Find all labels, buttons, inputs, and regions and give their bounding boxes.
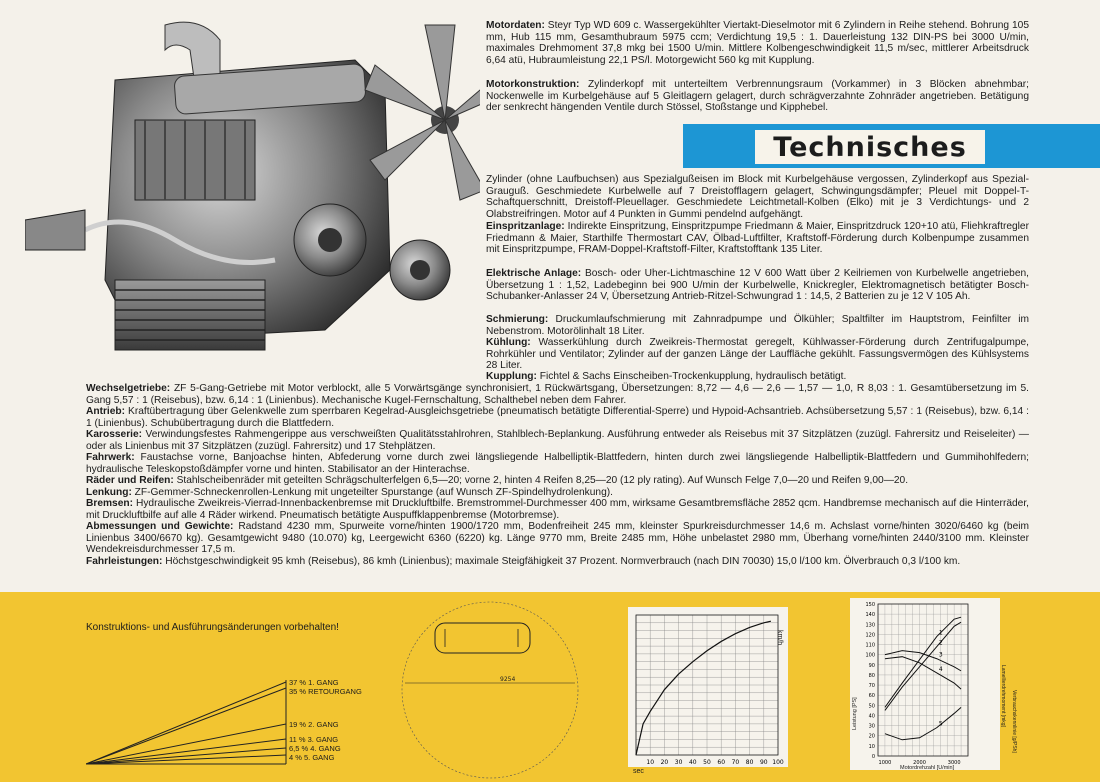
- engine-curves-chart: [850, 598, 1000, 770]
- curves-series-label-4: 4: [938, 665, 943, 673]
- gear-label-5: 4 % 5. GANG: [289, 753, 335, 762]
- reservation-note: Konstruktions- und Ausführungsänderungen vorbehalten!: [86, 622, 339, 633]
- accel-x-tick-label: 40: [688, 759, 697, 766]
- curves-series-label-2: 2: [938, 639, 943, 647]
- curves-y-tick-label: 140: [865, 612, 875, 619]
- paragraph-karosserie: Karosserie: Verwindungsfestes Rahmengerippe aus verschweißten Qualitätsstahlrohren, Stahlblech-Beplankung. Ausführung entweder als Reisebus mit 37 Sitzplätzen (zuzügl. Fahrersitz und Reiseleiter) — oder als Linienbus mit 37 Sitzplätzen (zuzügl. Fahrersitz) und 17 Stehplätzen.: [86, 429, 1029, 452]
- engine-curves-chart-svg: [850, 598, 1000, 770]
- curves-y-tick-label: 0: [871, 754, 875, 760]
- gear-label-4: 6,5 % 4. GANG: [289, 744, 341, 753]
- diameter-label: 9254: [500, 676, 516, 683]
- curves-y-tick-label: 120: [865, 632, 875, 639]
- gear-label-reverse: 35 % RETOURGANG: [289, 687, 362, 696]
- curves-series-4: [885, 657, 961, 689]
- acceleration-chart-svg: [628, 607, 788, 767]
- accel-x-tick-label: 10: [646, 759, 655, 766]
- curves-right-label-1: Lamellierdrehmoment [mkg]: [1000, 665, 1006, 727]
- page-heading: Technisches: [773, 131, 967, 163]
- paragraph-fahrwerk: Fahrwerk: Faustachse vorne, Banjoachse hinten, Abfederung vorne durch zwei längsliegende Halbelliptik-Blattfedern, hinten durch zwei längsliegende Halbelliptik-Blattfedern und Gummihohlfedern; hydraulische Teleskopstoßdämpfer vorne und hinten. Stabilisator an der Hinterachse.: [86, 452, 1029, 475]
- paragraph-wechselgetriebe: Wechselgetriebe: ZF 5-Gang-Getriebe mit Motor verblockt, alle 5 Vorwärtsgänge synchronisiert, 1 Rückwärtsgang, Übersetzungen: 8,72 — 4,6 — 2,6 — 1,57 — 1,0, R 8,03 : 1. Gesamtübersetzung im 5. Gang 5,57 : 1 (Reisebus), bzw. 6,14 : 1 (Linienbus). Mechanische Kugel-Fernschaltung, Schalthebel neben dem Fahrer.: [86, 383, 1029, 406]
- accel-x-tick-label: 30: [674, 759, 683, 766]
- curves-y-tick-label: 40: [868, 713, 875, 720]
- acceleration-chart: [628, 607, 788, 767]
- curves-y-tick-label: 90: [868, 662, 875, 669]
- gradient-diagram: [86, 670, 416, 770]
- accel-series-line: [636, 621, 771, 755]
- paragraph-schmierung: Schmierung: Druckumlaufschmierung mit Zahnradpumpe und Ölkühler; Spaltfilter im Hauptstrom, Feinfilter im Nebenstrom. Motorölinhalt 18 Liter.: [486, 314, 1029, 337]
- curves-y-tick-label: 110: [865, 642, 875, 649]
- accel-x-tick-label: 20: [660, 759, 669, 766]
- accel-x-tick-label: 60: [717, 759, 726, 766]
- paragraph-zylinder: Zylinder (ohne Laufbuchsen) aus Spezialgußeisen im Block mit Kurbelgehäuse vergossen, Zylinderkopf aus Spezial-Grauguß. Geschmiedete Kurbelwelle auf 7 Dreistofflagern gelagert, Schwingungsdämpfer; Pleuel mit Doppel-T-Schaftquerschnitt, Dreistoff-Pleuellager. Geschmiedete Leichtmetall-Kolben (Elko) mit je 3 Verdichtungs- und 2 Olabstreifringen. Motor auf 4 Punkten in Gummi pendelnd aufgehängt.: [486, 174, 1029, 220]
- paragraph-elektrische-anlage: Elektrische Anlage: Bosch- oder Uher-Lichtmaschine 12 V 600 Watt über 2 Keilriemen von Kurbelwelle angetrieben, Übersetzung 1 : 1,52, Ladebeginn bei 900 U/min der Kurbelwelle, Knickregler, Elektromagnetisch betätigter Bosch-Schubanker-Anlasser 24 V, Übersetzung Antrieb-Ritzel-Schwungrad 1 : 14,5, 2 Batterien zu je 12 V 105 Ah.: [486, 268, 1029, 303]
- curves-y-tick-label: 30: [868, 723, 875, 730]
- gear-label-3: 11 % 3. GANG: [289, 735, 339, 744]
- curves-x-tick-label: 3000: [947, 760, 961, 766]
- acceleration-y-axis-label: km/h: [776, 630, 783, 646]
- paragraph-raeder-reifen: Räder und Reifen: Stahlscheibenräder mit geteilten Schrägschulterfelgen 6,5—20; vorne 2, hinten 4 Reifen 8,25—20 (12 ply rating). Auf Wunsch Felge 7,0—20 und Reifen 9,00—20.: [86, 475, 909, 486]
- curves-y-tick-label: 20: [868, 733, 875, 740]
- curves-right-label-2: Verbrauchskennlinie [g/PSh]: [1011, 690, 1017, 753]
- curves-frame: [878, 604, 968, 756]
- paragraph-motordaten: Motordaten: Steyr Typ WD 609 c. Wassergekühlter Viertakt-Dieselmotor mit 6 Zylindern in Reihe stehend. Bohrung 105 mm, Hub 115 mm, Gesamthubraum 5975 ccm; Verdichtung 19,5 : 1. Dauerleistung 132 DIN-PS bei 3000 U/min, maximales Drehmoment 37,8 mkg bei 1500 U/min. Mittlere Kolbengeschwindigkeit 11,5 m/sec, mittlerer Arbeitsdruck 6,64 atü, Hubraumleistung 22,1 PS/l. Motorgewicht 560 kg mit Kupplung.: [486, 20, 1029, 66]
- engine-photo: [25, 10, 480, 375]
- turning-circle-diagram: [400, 595, 580, 782]
- heading-badge: [683, 124, 1100, 168]
- curves-series-label-3: 3: [938, 651, 943, 659]
- acceleration-x-axis-label: sec: [633, 768, 644, 775]
- curves-y-tick-label: 10: [868, 743, 875, 750]
- paragraph-kupplung: Kupplung: Fichtel & Sachs Einscheiben-Trockenkupplung, hydraulisch betätigt.: [486, 371, 847, 382]
- accel-x-tick-label: 70: [731, 759, 740, 766]
- turning-circle-svg: [400, 595, 580, 782]
- curves-x-tick-label: 2000: [913, 760, 926, 766]
- paragraph-abmessungen: Abmessungen und Gewichte: Radstand 4230 mm, Spurweite vorne/hinten 1900/1720 mm, Bodenfreiheit 245 mm, kleinster Spurkreisdurchmesser 14,6 m. Achslast vorne/hinten 3020/6460 kg (beim Linienbus 3400/6670 kg). Gesamtgewicht 9480 (10.070) kg, Leergewicht 6360 (6220) kg. Länge 9770 mm, Breite 2485 mm, Höhe unbelastet 2980 mm, Überhang vorne/hinten 2440/3100 mm. Kleinster Wendekreisdurchmesser 17,5 m.: [86, 521, 1029, 556]
- curves-y-tick-label: 50: [868, 703, 875, 710]
- paragraph-antrieb: Antrieb: Kraftübertragung über Gelenkwelle zum sperrbaren Kegelrad-Ausgleichsgetriebe (pneumatisch betätigte Differential-Sperre) und Hypoid-Achsantrieb. Achsübersetzung 5,57 : 1 (Reisebus), bzw. 6,14 : 1 (Linienbus). Schubübertragung durch die Blattfedern.: [86, 406, 1029, 429]
- curves-x-axis-label: Motordrehzahl [U/min]: [900, 765, 955, 771]
- curves-series-5: [885, 707, 961, 739]
- curves-y-axis-label: Leistung [PS]: [852, 697, 858, 730]
- gradient-line-2: [86, 724, 286, 764]
- paragraph-kuehlung: Kühlung: Wasserkühlung durch Zweikreis-Thermostat geregelt, Kühlwasser-Förderung durch Zentrifugalpumpe, Rohrkühler und Ventilator; Zylinder auf der ganzen Länge der Lauffläche gekühlt. Fassungsvermögen des Kühlsystems 28 Liter.: [486, 337, 1029, 372]
- curves-y-tick-label: 80: [868, 672, 875, 679]
- paragraph-einspritzanlage: Einspritzanlage: Indirekte Einspritzung, Einspritzpumpe Friedmann & Maier, Einspritzdruck 120+10 atü, Fliehkraftregler Friedmann & Maier, Starthilfe Thermostart CAV, Ölbad-Luftfilter, Kraftstoff-Förderung durch Kolbenpumpe zusammen mit Einspritzpumpe, FRAM-Doppel-Kraftstoff-Filter, Kraftstofftank 135 Liter.: [486, 221, 1029, 256]
- bus-outline: [435, 623, 530, 653]
- curves-series-2: [885, 622, 961, 710]
- curves-series-3: [885, 651, 961, 671]
- heading-box: [755, 130, 985, 164]
- paragraph-bremsen: Bremsen: Hydraulische Zweikreis-Vierrad-Innenbackenbremse mit Druckluftbilfe. Bremstrommel-Durchmesser 400 mm, wirksame Gesamtbremsfläche 2852 qcm. Handbremse mechanisch auf die Hinterräder, mit Druckluftbilfe auf alle 4 Räder wirkend. Pneumatisch betätigte Auspuffklappenbremse (Motorbremse).: [86, 498, 1029, 521]
- curves-y-tick-label: 70: [868, 683, 875, 690]
- curves-series-label-5: 5: [938, 720, 943, 728]
- gear-label-1: 37 % 1. GANG: [289, 678, 339, 687]
- paragraph-lenkung: Lenkung: ZF-Gemmer-Schneckenrollen-Lenkung mit ungeteilter Spurstange (auf Wunsch ZF-Spindelhydrolenkung).: [86, 487, 613, 498]
- gear-label-2: 19 % 2. GANG: [289, 720, 339, 729]
- curves-y-tick-label: 130: [865, 622, 875, 629]
- gradient-diagram-svg: [86, 670, 416, 770]
- curves-y-tick-label: 100: [865, 652, 875, 659]
- accel-x-tick-label: 80: [745, 759, 754, 766]
- accel-x-tick-label: 90: [759, 759, 768, 766]
- paragraph-motorkonstruktion: Motorkonstruktion: Zylinderkopf mit unterteiltem Verbrennungsraum (Vorkammer) in 3 Blöcken abnehmbar; Nockenwelle im Kurbelgehäuse auf 5 Gleitlagern gelagert, durch schrägverzahnte Zohnräder angetrieben. Betätigung der senkrecht hängenden Ventile durch Stössel, Stoßstange und Kipphebel.: [486, 79, 1029, 114]
- accel-x-tick-label: 100: [772, 759, 784, 766]
- curves-x-tick-label: 1000: [878, 760, 892, 766]
- curves-y-tick-label: 150: [865, 602, 875, 608]
- curves-series-label-1: 1: [938, 629, 943, 637]
- turning-circle: [402, 602, 578, 778]
- accel-x-tick-label: 50: [703, 759, 711, 766]
- curves-y-tick-label: 60: [868, 693, 875, 700]
- paragraph-fahrleistungen: Fahrleistungen: Höchstgeschwindigkeit 95 kmh (Reisebus), 86 kmh (Linienbus); maximale Steigfähigkeit 37 Prozent. Normverbrauch (nach DIN 70030) 15,0 l/100 km. Ölverbrauch 0,3 l/100 km.: [86, 556, 961, 567]
- gradient-line-r: [86, 688, 286, 764]
